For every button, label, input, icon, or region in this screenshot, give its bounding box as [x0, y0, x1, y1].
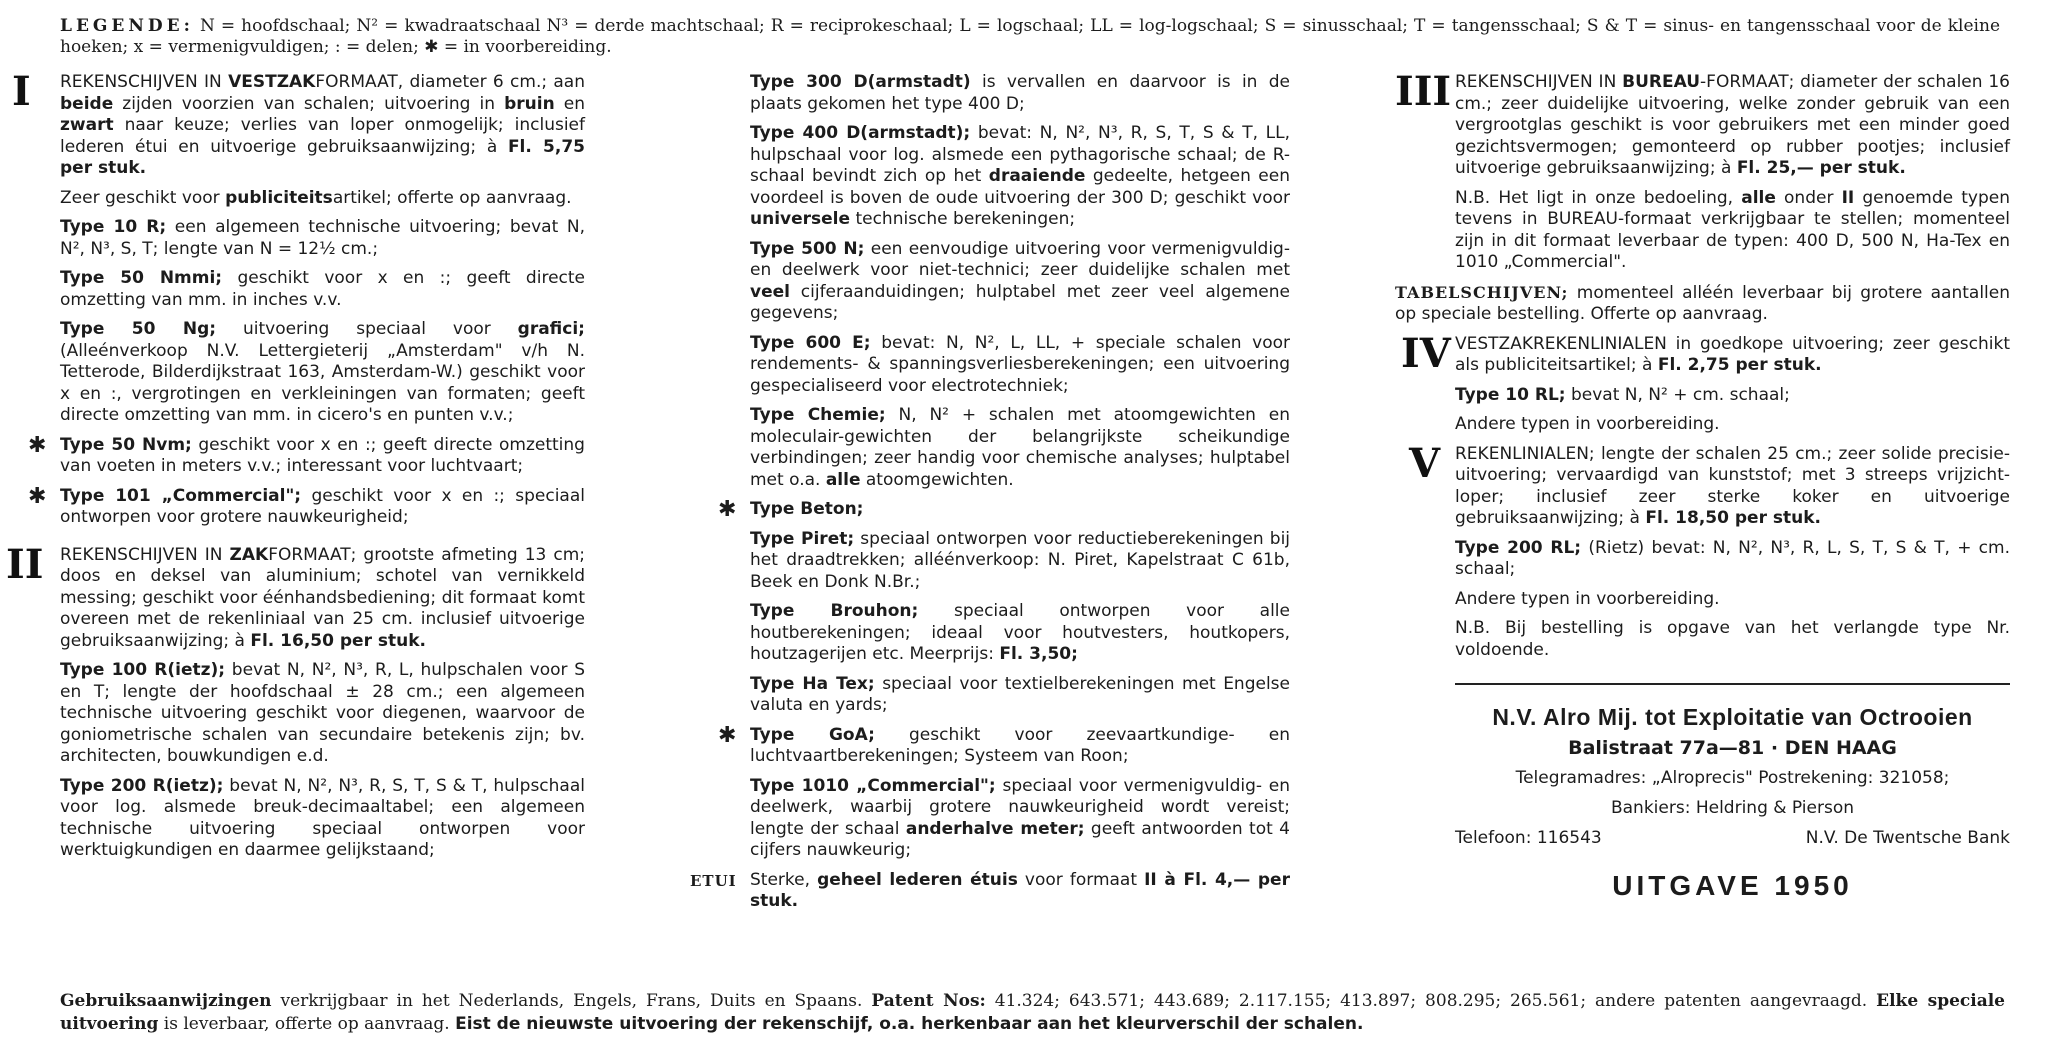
type-200-rl: Type 200 RL; (Rietz) bevat: N, N², N³, R, L, S, T, S & T, + cm. schaal;	[1455, 537, 2010, 579]
footer-note: Gebruiksaanwijzingen verkrijgbaar in het Nederlands, Engels, Frans, Duits en Spaans. Patent Nos: 41.324; 643.571; 443.689; 2.117.155; 413.897; 808.295; 265.561; andere patenten aangevraagd. Elke speciale uitvoering is leverbaar, offerte op aanvraag. Eist de nieuwste uitvoering der rekenschijf, o.a. herkenbaar aan het kleurverschil der schalen.	[60, 991, 2005, 1034]
section-2	[0, 540, 585, 862]
etui-entry: ETUI Sterke, geheel lederen étuis voor formaat II à Fl. 4,— per stuk.	[690, 869, 1290, 911]
phone-bank-row	[1455, 823, 2010, 853]
tabel-label: TABELSCHIJVEN;	[1395, 282, 1569, 302]
asterisk-icon: ✱	[28, 483, 47, 509]
etui-label: ETUI	[690, 871, 737, 890]
bankers: Bankiers: Heldring & Pierson	[1610, 798, 1855, 818]
bank-2: N.V. De Twentsche Bank	[1805, 828, 2010, 848]
section-numeral: V	[1409, 439, 1441, 487]
type-100-rietz: Type 100 R(ietz); bevat N, N², N³, R, L, hulpschalen voor S en T; lengte der hoofdschaal ± 28 cm.; een algemeen technische uitvoering geschikt voor diegenen, waarvoor de goniometrische schalen van secundaire betekenis zijn; bv. architecten, bouwkundigen e.d.	[60, 660, 585, 766]
section-numeral: II	[6, 540, 44, 588]
type-10r: Type 10 R; een algemeen technische uitvoering; bevat N, N², N³, S, T; lengte van N = 12½ cm.;	[60, 217, 585, 259]
type-50-nmmi: Type 50 Nmmi; geschikt voor x en :; geeft directe omzetting van mm. in inches v.v.	[60, 268, 585, 310]
type-beton: ✱ Type Beton;	[718, 497, 864, 522]
section-4	[1395, 329, 2010, 436]
section-numeral: IV	[1401, 329, 1451, 377]
section-3-intro: REKENSCHIJVEN IN BUREAU-FORMAAT; diameter der schalen 16 cm.; zeer duidelijke uitvoering, welke zonder gebruik van een vergrootglas geschikt is voor gebruikers met een minder goed gezichtsvermogen; gemonteerd op rubber pootjes; inclusief uitvoerige gebruiksaanwijzing; à Fl. 25,— per stuk.	[1455, 72, 2010, 178]
type-500-n: Type 500 N; een eenvoudige uitvoering voor vermenigvuldig- en deelwerk voor niet-technici; zeer duidelijke schalen met veel cijferaanduidingen; hulptabel met zeer veel algemene gegevens;	[750, 238, 1290, 323]
asterisk-icon: ✱	[718, 497, 737, 522]
company-address: Balistraat 77a—81 · DEN HAAG	[1568, 737, 1897, 759]
type-200-rietz: Type 200 R(ietz); bevat N, N², N³, R, S, T, S & T, hulpschaal voor log. alsmede breuk-decimaaltabel; een algemeen technische uitvoering speciaal ontworpen voor werktuigkundigen en daarmee gelijkstaand;	[60, 775, 585, 860]
disc-types	[690, 72, 1290, 913]
type-ha-tex: Type Ha Tex; speciaal voor textielberekeningen met Engelse valuta en yards;	[750, 673, 1290, 715]
section-numeral: III	[1395, 68, 1452, 115]
type-goa: ✱ Type GoA; geschikt voor zeevaartkundige- en luchtvaartberekeningen; Systeem van Roon;	[718, 722, 1291, 766]
column-middle	[690, 72, 1290, 921]
type-chemie: Type Chemie; N, N² + schalen met atoomgewichten en moleculair-gewichten der belangrijkste scheikundige verbindingen; zeer handig voor chemische analyses; hulptabel met o.a. alle atoomgewichten.	[750, 405, 1290, 490]
asterisk-icon: ✱	[28, 432, 47, 458]
company-block	[1395, 701, 2010, 901]
section-4-other: Andere typen in voorbereiding.	[1455, 414, 1720, 434]
edition: UITGAVE 1950	[1612, 870, 1853, 901]
type-brouhon: Type Brouhon; speciaal ontworpen voor alle houtberekeningen; ideaal voor houtvesters, houtkopers, houtzagerijen etc. Meerprijs: Fl. 3,50;	[750, 601, 1290, 664]
section-4-intro: VESTZAKREKENLINIALEN in goedkope uitvoering; zeer geschikt als publiciteitsartikel; à Fl. 2,75 per stuk.	[1455, 333, 2010, 375]
type-50-ng: Type 50 Ng; uitvoering speciaal voor grafici; (Alleénverkoop N.V. Lettergieterij „Amsterdam" v/h N. Tetterode, Bilderdijkstraat 163, Amsterdam-W.) geschikt voor x en :, vergrotingen en verkleiningen van formaten; geeft directe omzetting van mm. in cicero's en punten v.v.;	[60, 319, 585, 425]
publicity-note: Zeer geschikt voor publiciteitsartikel; offerte op aanvraag.	[60, 187, 572, 208]
section-1-intro: REKENSCHIJVEN IN VESTZAKFORMAAT, diameter 6 cm.; aan beide zijden voorzien van schalen; uitvoering in bruin en zwart naar keuze; verlies van loper onmogelijk; inclusief lederen étui en uitvoerige gebruiksaanwijzing; à Fl. 5,75 per stuk.	[60, 72, 586, 178]
type-piret: Type Piret; speciaal ontworpen voor reductieberekeningen bij het draadtrekken; alléénverkoop: N. Piret, Kapelstraat C 61b, Beek en Donk N.Br.;	[750, 528, 1291, 592]
column-left	[0, 68, 586, 870]
section-5	[1395, 439, 2010, 662]
phone: Telefoon: 116543	[1455, 828, 1602, 848]
section-numeral: I	[12, 68, 31, 115]
tabelschijven: TABELSCHIJVEN; momenteel alléén leverbaar bij grotere aantallen op speciale bestelling. Offerte op aanvraag.	[1395, 282, 2010, 324]
type-1010-commercial: Type 1010 „Commercial"; speciaal voor vermenigvuldig- en deelwerk, waarbij grotere nauwkeurigheid wordt vereist; lengte der schaal anderhalve meter; geeft antwoorden tot 4 cijfers nauwkeurig;	[750, 775, 1291, 860]
section-3-note: N.B. Het ligt in onze bedoeling, alle onder II genoemde typen tevens in BUREAU-formaat verkrijgbaar te stellen; momenteel zijn in dit formaat leverbaar de typen: 400 D, 500 N, Ha-Tex en 1010 „Commercial".	[1455, 187, 2010, 272]
asterisk-icon: ✱	[718, 722, 737, 748]
section-1	[0, 68, 586, 529]
type-300-d: Type 300 D(armstadt) is vervallen en daarvoor is in de plaats gekomen het type 400 D;	[750, 72, 1290, 114]
company-name: N.V. Alro Mij. tot Exploitatie van Octrooien	[1492, 704, 1973, 730]
column-right	[1395, 68, 2010, 901]
type-101-commercial: ✱ Type 101 „Commercial"; geschikt voor x en :; speciaal ontworpen voor grotere nauwkeurigheid;	[28, 483, 585, 527]
order-note: N.B. Bij bestelling is opgave van het verlangde type Nr. voldoende.	[1455, 618, 2010, 660]
legend-text: N = hoofdschaal; N² = kwadraatschaal N³ = derde machtschaal; R = reciprokeschaal; L = logschaal; LL = log-logschaal; S = sinusschaal; T = tangensschaal; S & T = sinus- en tangensschaal voor de kleine hoeken; x = vermenigvuldigen; : = delen; ✱ = in voorbereiding.	[60, 16, 2001, 57]
type-50-nvm: ✱ Type 50 Nvm; geschikt voor x en :; geeft directe omzetting van voeten in meters v.v.; interessant voor luchtvaart;	[28, 432, 585, 476]
legend	[60, 16, 2000, 58]
legend-label: LEGENDE:	[60, 16, 194, 36]
section-2-intro: REKENSCHIJVEN IN ZAKFORMAAT; grootste afmeting 13 cm; doos en deksel van aluminium; schotel van vernikkeld messing; geschikt voor éénhandsbediening; dit formaat komt overeen met de rekenliniaal van 25 cm. inclusief uitvoerige gebruiksaanwijzing; à Fl. 16,50 per stuk.	[60, 544, 585, 651]
section-5-other: Andere typen in voorbereiding.	[1455, 588, 1720, 609]
type-400-d: Type 400 D(armstadt); bevat: N, N², N³, R, S, T, S & T, LL, hulpschaal voor log. alsmede een pythagorische schaal; de R-schaal bevindt zich op het draaiende gedeelte, hetgeen een voordeel is boven de oude uitvoering der 300 D; geschikt voor universele technische berekeningen;	[750, 123, 1290, 229]
type-600-e: Type 600 E; bevat: N, N², L, LL, + speciale schalen voor rendements- & spanningsverliesberekeningen; een uitvoering gespecialiseerd voor electrotechniek;	[750, 332, 1290, 396]
type-10-rl: Type 10 RL; bevat N, N² + cm. schaal;	[1455, 384, 1790, 405]
section-3	[1395, 68, 2010, 274]
divider	[1455, 683, 2010, 685]
telegram-address: Telegramadres: „Alroprecis" Postrekening: 321058;	[1515, 768, 1950, 788]
section-5-intro: REKENLINIALEN; lengte der schalen 25 cm.; zeer solide precisie-uitvoering; vervaardigd van kunststof; met 3 streeps vrijzicht-loper; inclusief zeer sterke koker en uitvoerige gebruiksaanwijzing; à Fl. 18,50 per stuk.	[1455, 443, 2010, 528]
